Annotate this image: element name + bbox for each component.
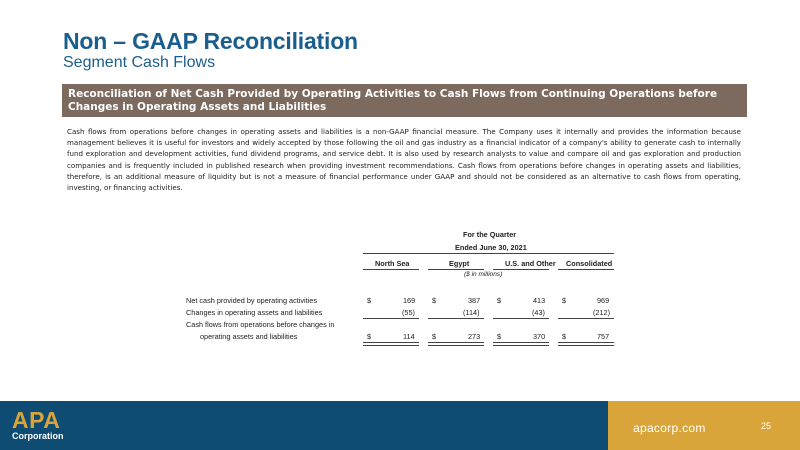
column-header-consolidated: Consolidated bbox=[566, 259, 613, 268]
subtotal-rule-1 bbox=[363, 318, 419, 319]
currency-symbol: $ bbox=[432, 332, 437, 341]
page-title: Non – GAAP Reconciliation bbox=[63, 28, 358, 54]
currency-symbol: $ bbox=[562, 332, 567, 341]
column-rule-3 bbox=[493, 269, 549, 270]
banner-text: Reconciliation of Net Cash Provided by Operating Activities to Cash Flows from Continuing Operations before Changes in Operating Assets and Liabilities bbox=[68, 88, 718, 113]
cell-value: 169 bbox=[403, 296, 416, 305]
cell-value: (43) bbox=[532, 308, 545, 317]
currency-symbol: $ bbox=[562, 296, 567, 305]
row-label-cash-flows-cont: operating assets and liabilities bbox=[200, 332, 298, 341]
description-paragraph: Cash flows from operations before changes in operating assets and liabilities is a non-GAAP financial measure. The Company uses it internally and provides the information because management believes it is useful for investors and widely accepted by those following the oil and gas industry as a financial indicator of a company's ability to generate cash to internally fund exploration and development activities, fund dividend programs, and service debt. It is also used by research analysts to value and compare oil and gas exploration and production companies and is frequently included in published research when providing investment recommendations. Cash flows from operations before changes in operating assets and liabilities, therefore, is an additional measure of liquidity but is not a measure of financial performance under GAAP and should not be considered as an alternative to cash flows from operating, investing, or financing activities. bbox=[67, 127, 741, 193]
cell-value: 969 bbox=[597, 296, 610, 305]
company-logo: APA bbox=[12, 407, 61, 433]
column-header-north-sea: North Sea bbox=[375, 259, 410, 268]
currency-symbol: $ bbox=[432, 296, 437, 305]
currency-symbol: $ bbox=[367, 296, 372, 305]
row-label-cash-flows: Cash flows from operations before changes in bbox=[186, 320, 335, 329]
period-header-line1: For the Quarter bbox=[463, 230, 517, 239]
row-label-net-cash: Net cash provided by operating activities bbox=[186, 296, 318, 305]
subtotal-rule-3 bbox=[493, 318, 549, 319]
cell-value: (212) bbox=[593, 308, 611, 317]
total-double-rule-1 bbox=[363, 342, 419, 346]
column-rule-1 bbox=[363, 269, 419, 270]
total-double-rule-2 bbox=[428, 342, 484, 346]
header-rule bbox=[363, 253, 614, 254]
period-header-line2: Ended June 30, 2021 bbox=[455, 243, 527, 252]
cell-value: (55) bbox=[402, 308, 415, 317]
column-rule-2 bbox=[428, 269, 484, 270]
units-label: ($ in millions) bbox=[464, 271, 503, 278]
total-double-rule-4 bbox=[558, 342, 614, 346]
cell-value: 370 bbox=[533, 332, 546, 341]
page-number: 25 bbox=[761, 421, 772, 431]
column-header-egypt: Egypt bbox=[449, 259, 470, 268]
cell-value: 413 bbox=[533, 296, 546, 305]
row-label-changes: Changes in operating assets and liabilities bbox=[186, 308, 323, 317]
cell-value: 114 bbox=[403, 332, 415, 341]
cell-value: 757 bbox=[597, 332, 610, 341]
cell-value: 273 bbox=[468, 332, 481, 341]
footer-url[interactable]: apacorp.com bbox=[633, 421, 706, 435]
currency-symbol: $ bbox=[367, 332, 372, 341]
section-banner bbox=[62, 84, 747, 117]
cell-value: 387 bbox=[468, 296, 481, 305]
currency-symbol: $ bbox=[497, 332, 502, 341]
total-double-rule-3 bbox=[493, 342, 549, 346]
company-logo-subtitle: Corporation bbox=[12, 431, 64, 441]
currency-symbol: $ bbox=[497, 296, 502, 305]
column-rule-4 bbox=[558, 269, 614, 270]
subtotal-rule-4 bbox=[558, 318, 614, 319]
cell-value: (114) bbox=[463, 308, 480, 317]
column-header-us-other: U.S. and Other bbox=[505, 259, 556, 268]
page-subtitle: Segment Cash Flows bbox=[63, 54, 216, 71]
subtotal-rule-2 bbox=[428, 318, 484, 319]
